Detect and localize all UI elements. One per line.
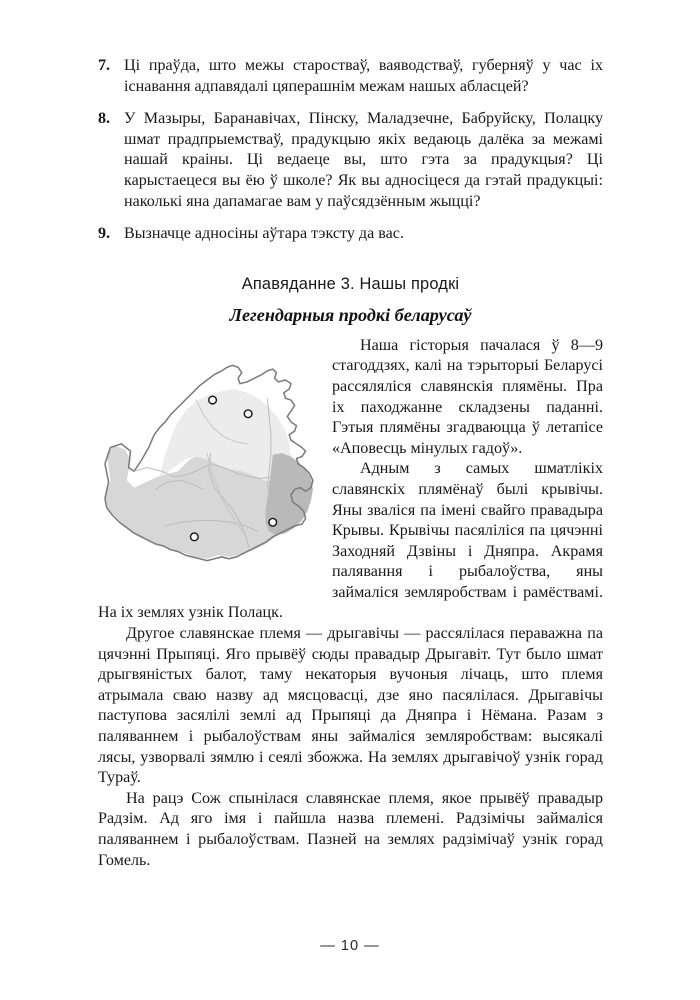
map-city-marker (269, 518, 277, 526)
story-paragraph: На рацэ Сож спынілася славянскае племя, якое прывёў правадыр Радзім. Ад яго імя і пайшла назва племені. Радзімічы займаліся паляваннем і рыбалоўствам. Пазней на землях радзімічаў узнік горад Гомель. (98, 789, 603, 869)
story-paragraph: Наша гісторыя пачалася ў 8—9 стагоддзях, калі на тэрыторыі Беларусі рассяляліся славянскія плямёны. Пра іх паходжанне складзены паданні. Гэтыя плямёны згадваюцца ў летапісе «Аповесць мінулых гадоў». (332, 336, 603, 457)
exercise-number: 7. (98, 57, 111, 74)
map-svg (94, 338, 322, 588)
story-title: Легендарныя продкі беларусаў (229, 304, 472, 325)
exercise-list (98, 56, 603, 245)
story-heading: Апавяданне 3. Нашы продкі (241, 274, 460, 293)
exercise-text: У Мазыры, Баранавічах, Пінску, Маладзечне, Бабруйску, Полацку шмат прадпрыемстваў, прадукцыю якіх ведаюць далёка за межамі нашай краіны. Ці ведаеце вы, што гэта за прадукцыя? Ці карыстаецеся вы ёю ў школе? Як вы адносіцеся да гэтай прадукцыі: наколькі яна дапамагае вам у паўсядзённым жыцці? (124, 110, 603, 210)
map-of-belarus (94, 338, 322, 588)
exercise-number: 8. (98, 110, 111, 128)
story-paragraph: Адным з самых шматлікіх славянскіх плямёнаў былі крывічы. Яны зваліся па імені свайго правадыра Крывы. Крывічы пасяліліся па цячэнні Заходняй Дзвіны і Дняпра. Акрамя палявання і рыбалоўства, яны займаліся земляробствам і рамёствамі. На іх землях узнік Полацк. (98, 460, 603, 622)
exercise-text: Вызначце адносіны аўтара тэксту да вас. (124, 225, 404, 243)
story-paragraph: Другое славянскае племя — дрыгавічы — рассялілася пераважна па цячэнні Прыпяці. Яго прывёў сюды правадыр Дрыгавіт. Тут было шмат дрыгвяністых балот, таму некаторыя вучоныя лічаць, што племя атрымала сваю назву ад мясцовасці, дзе яно пасялілася. Дрыгавічы паступова засялілі землі ад Прыпяці да Дняпра і Нёмана. Разам з паляваннем і рыбалоўствам яны займаліся земляробствам: высякалі лясы, узворвалі зямлю і сеялі збожжа. На землях дрыгавічоў узнік горад Тураў. (98, 625, 603, 787)
page-content (98, 56, 603, 871)
map-city-marker (190, 533, 198, 541)
exercise-item (98, 109, 603, 212)
story-body-bottom (98, 624, 603, 871)
map-city-marker (244, 410, 252, 418)
map-city-marker (209, 396, 217, 404)
exercise-number: 9. (98, 225, 111, 243)
exercise-text: Ці праўда, што межы старостваў, ваяводстваў, губерняў у час іх існавання адпавядалі цяперашнім межам нашых абласцей? (124, 57, 603, 95)
page-number: — 10 — (320, 938, 380, 954)
exercise-item (98, 56, 603, 97)
story-body-top (98, 336, 603, 624)
exercise-item (98, 224, 603, 245)
